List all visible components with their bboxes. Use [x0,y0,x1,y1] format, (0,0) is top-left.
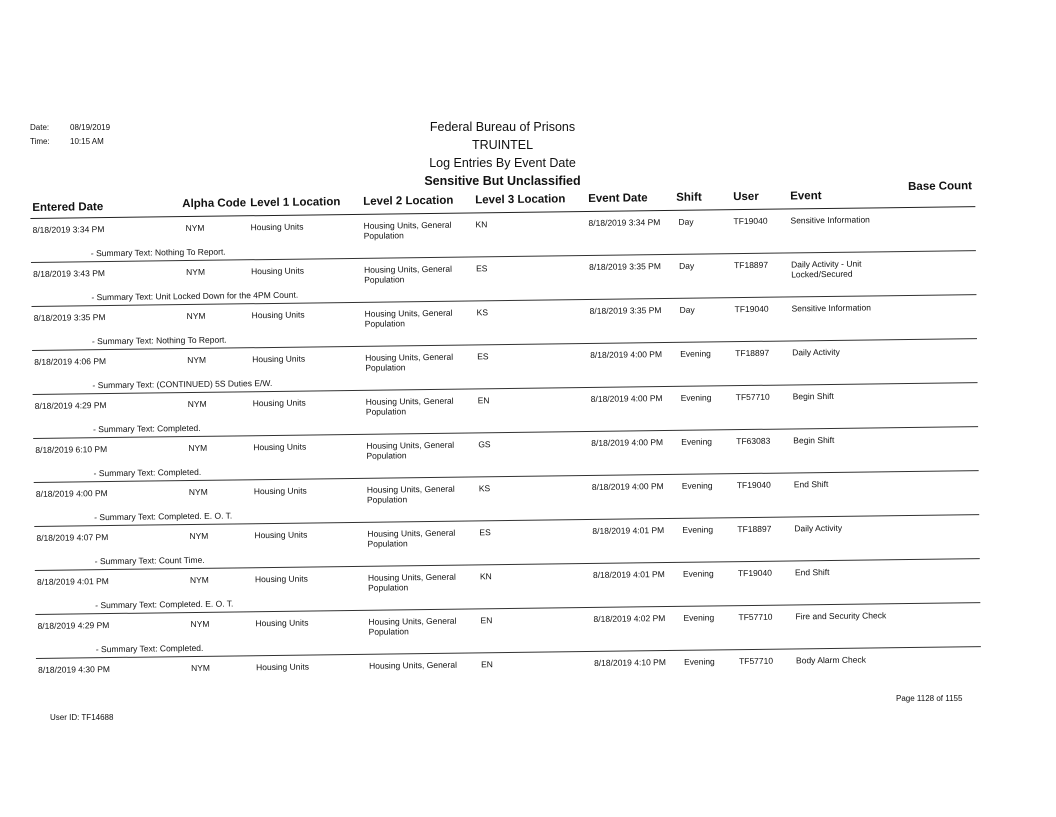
col-alpha-code: Alpha Code [182,197,247,211]
cell-user: TF18897 [735,347,770,359]
report-meta [30,121,110,149]
log-table [30,174,981,703]
col-base-count: Base Count [908,180,973,193]
page-number: Page 1128 of 1155 [896,694,963,703]
table-body [30,207,981,703]
cell-event: End Shift [794,566,830,578]
cell-shift: Evening [682,524,714,535]
cell-alpha-code: NYM [191,662,211,674]
cell-event-date: 8/18/2019 4:10 PM [593,657,666,668]
cell-level1-location: Housing Units [251,309,305,321]
footer-user-id [50,713,113,722]
date-label: Date: [30,123,50,132]
cell-event: Begin Shift [792,390,834,402]
user-id-label: User ID: [50,713,80,722]
cell-shift: Evening [681,480,713,491]
col-level3-location: Level 3 Location [475,193,566,207]
cell-level2-location: Housing Units, General Population [367,527,456,549]
cell-shift: Evening [680,392,712,403]
cell-entered-date: 8/18/2019 4:06 PM [34,356,107,367]
cell-alpha-code: NYM [187,398,207,410]
cell-event-date: 8/18/2019 3:35 PM [588,261,661,272]
cell-level2-location: Housing Units, General Population [366,439,455,461]
cell-event-date: 8/18/2019 4:02 PM [593,613,666,624]
cell-shift: Evening [683,656,715,667]
cell-level2-location: Housing Units, General Population [365,351,454,373]
cell-level3-location: EN [480,659,493,670]
summary-text: - Summary Text: Completed. [95,642,204,655]
cell-event-date: 8/18/2019 3:34 PM [588,217,661,228]
cell-event: End Shift [793,478,829,490]
cell-level3-location: KS [476,307,489,318]
cell-level3-location: ES [477,351,489,362]
cell-user: TF19040 [737,567,773,579]
cell-level1-location: Housing Units [253,441,307,453]
cell-event-date: 8/18/2019 3:35 PM [589,305,662,316]
cell-event-date: 8/18/2019 4:00 PM [591,437,664,448]
cell-level3-location: ES [479,527,491,538]
col-level1-location: Level 1 Location [250,196,341,210]
date-value: 08/19/2019 [70,123,111,132]
cell-event-date: 8/18/2019 4:00 PM [591,481,664,492]
cell-alpha-code: NYM [189,530,209,542]
col-level2-location: Level 2 Location [363,194,454,208]
cell-entered-date: 8/18/2019 4:29 PM [37,620,110,631]
cell-level1-location: Housing Units [256,661,310,673]
cell-entered-date: 8/18/2019 4:30 PM [38,664,110,675]
cell-user: TF19040 [733,215,768,227]
summary-text: - Summary Text: Count Time. [94,554,205,567]
cell-level2-location: Housing Units, General Population [363,219,452,241]
cell-entered-date: 8/18/2019 3:43 PM [33,268,106,279]
cell-level1-location: Housing Units [250,221,304,233]
summary-text: - Summary Text: Unit Locked Down for the 4PM Count. [91,289,299,303]
cell-shift: Day [678,260,695,271]
cell-event: Fire and Security Check [795,610,887,622]
cell-user: TF18897 [733,259,769,271]
cell-entered-date: 8/18/2019 6:10 PM [35,444,108,455]
cell-level1-location: Housing Units [255,617,309,629]
cell-event-date: 8/18/2019 4:00 PM [590,349,663,360]
summary-text: - Summary Text: (CONTINUED) 5S Duties E/W. [92,377,273,391]
cell-event: Sensitive Information [790,214,870,226]
system-title: TRUINTEL [471,138,534,152]
cell-entered-date: 8/18/2019 3:35 PM [33,312,106,323]
cell-level3-location: KS [478,483,491,494]
cell-alpha-code: NYM [186,266,206,278]
cell-shift: Day [679,304,695,315]
cell-level1-location: Housing Units [252,397,306,409]
col-event-date: Event Date [588,192,648,205]
cell-entered-date: 8/18/2019 3:34 PM [32,224,105,235]
summary-text: - Summary Text: Completed. [92,422,201,435]
cell-alpha-code: NYM [190,618,210,630]
col-entered-date: Entered Date [32,201,104,214]
cell-shift: Day [678,216,694,227]
cell-level3-location: EN [477,395,490,406]
cell-entered-date: 8/18/2019 4:29 PM [34,400,107,411]
time-value: 10:15 AM [70,137,104,146]
cell-user: TF57710 [738,655,774,667]
cell-shift: Evening [680,348,711,359]
cell-user: TF57710 [735,391,770,403]
cell-level3-location: EN [480,615,493,626]
cell-level2-location: Housing Units, General [368,659,458,671]
cell-level1-location: Housing Units [251,265,305,277]
cell-level3-location: GS [478,439,491,450]
cell-level3-location: KN [479,571,492,582]
cell-level2-location: Housing Units, General Population [365,395,454,417]
summary-text: - Summary Text: Completed. E. O. T. [95,598,234,611]
cell-level2-location: Housing Units, General Population [368,615,457,637]
cell-event: Daily Activity [792,346,840,358]
cell-entered-date: 8/18/2019 4:01 PM [36,576,109,587]
cell-event: Sensitive Information [791,302,872,314]
summary-text: - Summary Text: Completed. E. O. T. [94,510,233,523]
cell-alpha-code: NYM [185,222,205,234]
cell-event-date: 8/18/2019 4:01 PM [592,569,665,580]
org-title: Federal Bureau of Prisons [429,120,576,134]
cell-user: TF63083 [736,435,771,447]
cell-level2-location: Housing Units, General Population [367,571,456,593]
date-row [30,121,110,135]
classification-label: Sensitive But Unclassified [424,174,581,188]
cell-level1-location: Housing Units [254,529,308,541]
cell-event-date: 8/18/2019 4:01 PM [592,525,665,536]
user-id-value: TF14688 [81,713,114,722]
cell-event: Body Alarm Check [795,654,867,666]
col-event: Event [790,190,822,203]
report-name: Log Entries By Event Date [429,156,576,170]
cell-event: Daily Activity [794,522,843,534]
cell-level2-location: Housing Units, General Population [364,307,453,329]
cell-level1-location: Housing Units [252,353,306,365]
cell-entered-date: 8/18/2019 4:00 PM [35,488,108,499]
cell-level3-location: ES [476,263,488,274]
cell-user: TF57710 [738,611,773,623]
cell-shift: Evening [683,612,715,623]
time-row [30,135,110,149]
cell-level2-location: Housing Units, General Population [364,263,453,285]
cell-alpha-code: NYM [189,574,209,586]
cell-alpha-code: NYM [188,486,208,498]
cell-alpha-code: NYM [188,442,208,454]
col-shift: Shift [676,191,702,204]
cell-alpha-code: NYM [186,310,206,322]
cell-level2-location: Housing Units, General Population [366,483,455,505]
cell-user: TF19040 [734,303,769,315]
cell-user: TF18897 [737,523,772,535]
cell-level3-location: KN [475,219,488,230]
cell-shift: Evening [682,568,714,579]
time-label: Time: [30,137,50,146]
cell-alpha-code: NYM [187,354,207,366]
cell-event-date: 8/18/2019 4:00 PM [590,393,663,404]
cell-level1-location: Housing Units [253,485,307,497]
cell-shift: Evening [681,436,713,447]
summary-text: - Summary Text: Nothing To Report. [90,246,226,259]
cell-user: TF19040 [736,479,771,491]
cell-event: Begin Shift [793,434,835,446]
summary-text: - Summary Text: Nothing To Report. [91,334,227,347]
cell-event: Daily Activity - Unit Locked/Secured [790,258,862,280]
cell-entered-date: 8/18/2019 4:07 PM [36,532,109,543]
summary-text: - Summary Text: Completed. [93,466,202,479]
col-user: User [733,190,759,204]
cell-level1-location: Housing Units [254,573,308,585]
